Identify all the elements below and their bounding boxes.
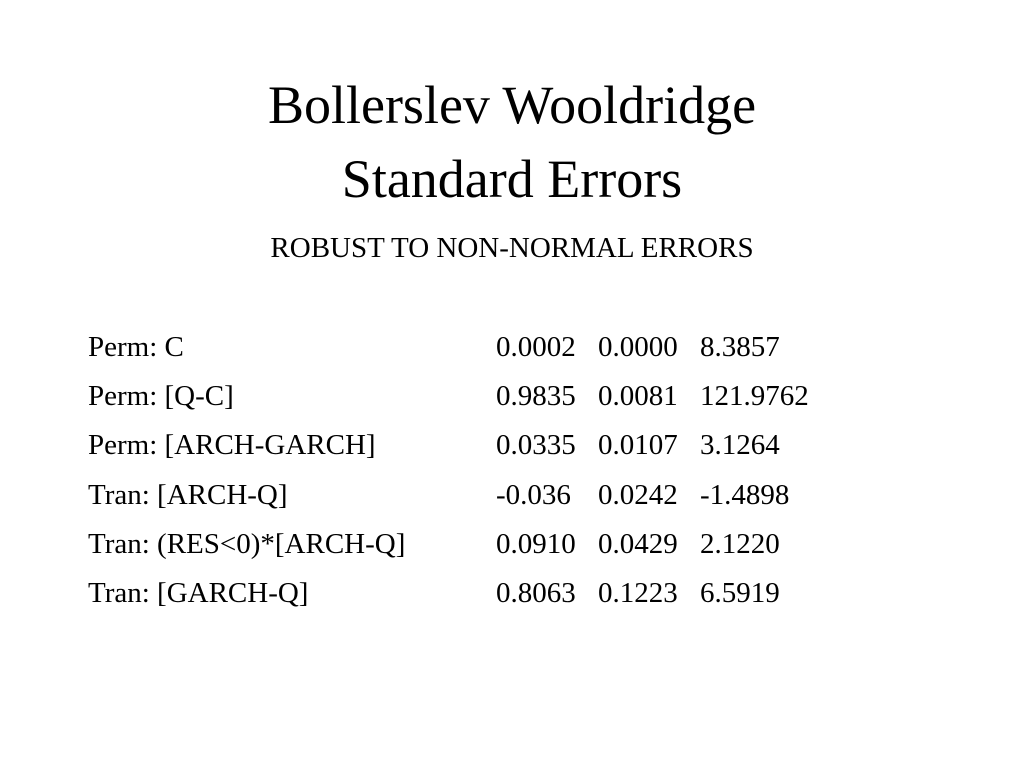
std-error-value: 0.0242	[598, 478, 678, 511]
row-label: Tran: [ARCH-Q]	[88, 478, 288, 511]
row-label: Tran: [GARCH-Q]	[88, 576, 309, 609]
coefficient-value: 0.8063	[496, 576, 576, 609]
std-error-value: 0.0429	[598, 527, 678, 560]
slide-subtitle: ROBUST TO NON-NORMAL ERRORS	[270, 232, 754, 264]
slide-title	[0, 68, 1024, 216]
coefficient-value: 0.0002	[496, 331, 576, 363]
row-label: Tran: (RES<0)*[ARCH-Q]	[88, 527, 406, 560]
t-stat-value: 121.9762	[700, 380, 809, 413]
t-stat-value: 6.5919	[700, 576, 780, 609]
table-row	[88, 575, 988, 624]
coefficient-value: 0.0335	[496, 429, 576, 462]
slide-title-line-2: Standard Errors	[341, 149, 683, 209]
std-error-value: 0.0107	[598, 429, 678, 462]
table-row	[88, 477, 988, 526]
std-error-value: 0.0000	[598, 331, 678, 363]
row-label: Perm: [ARCH-GARCH]	[88, 429, 376, 462]
table-row	[88, 378, 988, 427]
table-row	[88, 329, 988, 378]
slide-title-line-1: Bollerslev Wooldridge	[267, 75, 757, 135]
std-error-value: 0.1223	[598, 576, 678, 609]
t-stat-value: -1.4898	[700, 478, 790, 511]
coefficient-value: -0.036	[496, 478, 571, 511]
table-row	[88, 427, 988, 476]
t-stat-value: 3.1264	[700, 429, 780, 462]
row-label: Perm: [Q-C]	[88, 380, 234, 413]
t-stat-value: 8.3857	[700, 331, 780, 363]
results-table	[88, 329, 988, 624]
table-row	[88, 526, 988, 575]
coefficient-value: 0.9835	[496, 380, 576, 413]
coefficient-value: 0.0910	[496, 527, 576, 560]
std-error-value: 0.0081	[598, 380, 678, 413]
row-label: Perm: C	[88, 331, 184, 363]
t-stat-value: 2.1220	[700, 527, 780, 560]
